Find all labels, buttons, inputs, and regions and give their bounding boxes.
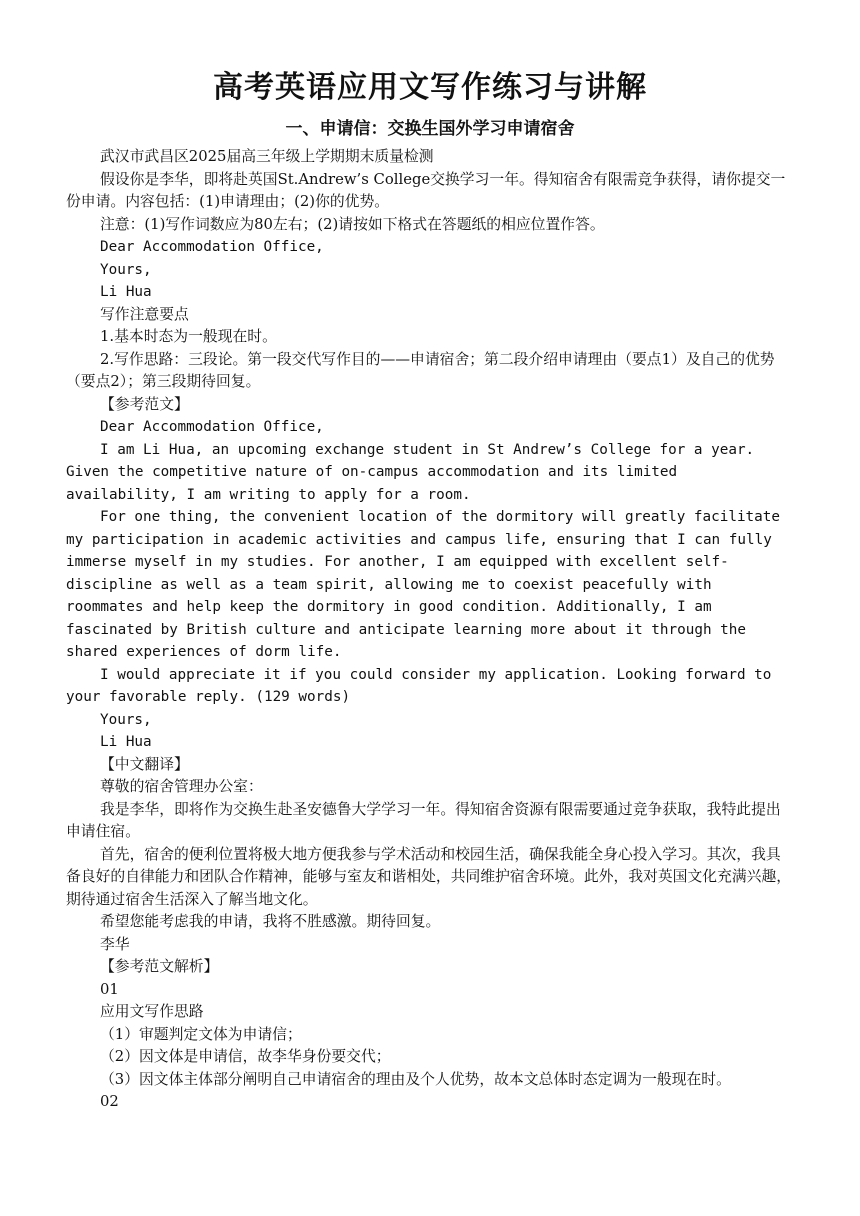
paragraph: 1.基本时态为一般现在时。	[100, 328, 277, 345]
paragraph: 【参考范文】	[100, 395, 189, 413]
document-body	[66, 146, 794, 1114]
paragraph: Li Hua	[100, 284, 152, 300]
document-title: 高考英语应用文写作练习与讲解	[213, 70, 647, 105]
paragraph: 假设你是李华，即将赴英国St.Andrew’s College交换学习一年。得知宿舍有限需竞争获得，请你提交一份申请。内容包括：(1)申请理由；(2)你的优势。	[66, 170, 786, 210]
paragraph: 首先，宿舍的便利位置将极大地方便我参与学术活动和校园生活，确保我能全身心投入学习。其次，我具备良好的自律能力和团队合作精神，能够与室友和谐相处，共同维护宿舍环境。此外，我对英国文化充满兴趣，期待通过宿舍生活深入了解当地文化。	[66, 845, 792, 908]
paragraph: 我是李华，即将作为交换生赴圣安德鲁大学学习一年。得知宿舍资源有限需要通过竞争获取，我特此提出申请住宿。	[66, 800, 781, 840]
paragraph: 希望您能考虑我的申请，我将不胜感激。期待回复。	[100, 913, 441, 930]
paragraph: 李华	[100, 935, 130, 953]
paragraph: For one thing, the convenient location of the dormitory will greatly facilitate my participation in academic activities and campus life, ensuring that I can fully immerse myself in my studies. For another, I am equipped with excellent self-discipline as well as a team spirit, allowing me to coexist peacefully with roommates and help keep the dormitory in good condition. Additionally, I am fascinated by British culture and anticipate learning more about it through the shared experiences of dorm life.	[66, 509, 780, 660]
paragraph: 武汉市武昌区2025届高三年级上学期期末质量检测	[100, 148, 434, 165]
paragraph: 应用文写作思路	[100, 1003, 204, 1020]
paragraph: 写作注意要点	[100, 305, 189, 323]
section-heading: 一、申请信：交换生国外学习申请宿舍	[285, 119, 575, 139]
paragraph: （1）审题判定文体为申请信；	[100, 1025, 302, 1043]
paragraph: Yours,	[100, 261, 152, 278]
paragraph: Li Hua	[100, 734, 152, 750]
paragraph: 01	[100, 980, 119, 998]
paragraph: I would appreciate it if you could consider my application. Looking forward to your favorable reply. (129 words)	[66, 666, 772, 705]
paragraph: Dear Accommodation Office,	[100, 239, 324, 255]
paragraph: 【参考范文解析】	[100, 958, 219, 975]
paragraph: Yours,	[100, 711, 152, 728]
paragraph: 【中文翻译】	[100, 755, 189, 773]
paragraph: I am Li Hua, an upcoming exchange student in St Andrew’s College for a year. Given the competitive nature of on-campus accommodation and its limited availability, I am writing to apply for a room.	[66, 441, 755, 503]
paragraph: 注意：(1)写作词数应为80左右；(2)请按如下格式在答题纸的相应位置作答。	[100, 215, 605, 233]
paragraph: 02	[100, 1093, 119, 1110]
paragraph: Dear Accommodation Office,	[100, 419, 324, 435]
paragraph: （2）因文体是申请信，故李华身份要交代；	[100, 1048, 391, 1065]
paragraph: 尊敬的宿舍管理办公室：	[100, 778, 263, 795]
paragraph: 2.写作思路：三段论。第一段交代写作目的——申请宿舍；第二段介绍申请理由（要点1）及自己的优势（要点2）；第三段期待回复。	[66, 350, 775, 390]
paragraph: （3）因文体主体部分阐明自己申请宿舍的理由及个人优势，故本文总体时态定调为一般现在时。	[100, 1070, 731, 1088]
